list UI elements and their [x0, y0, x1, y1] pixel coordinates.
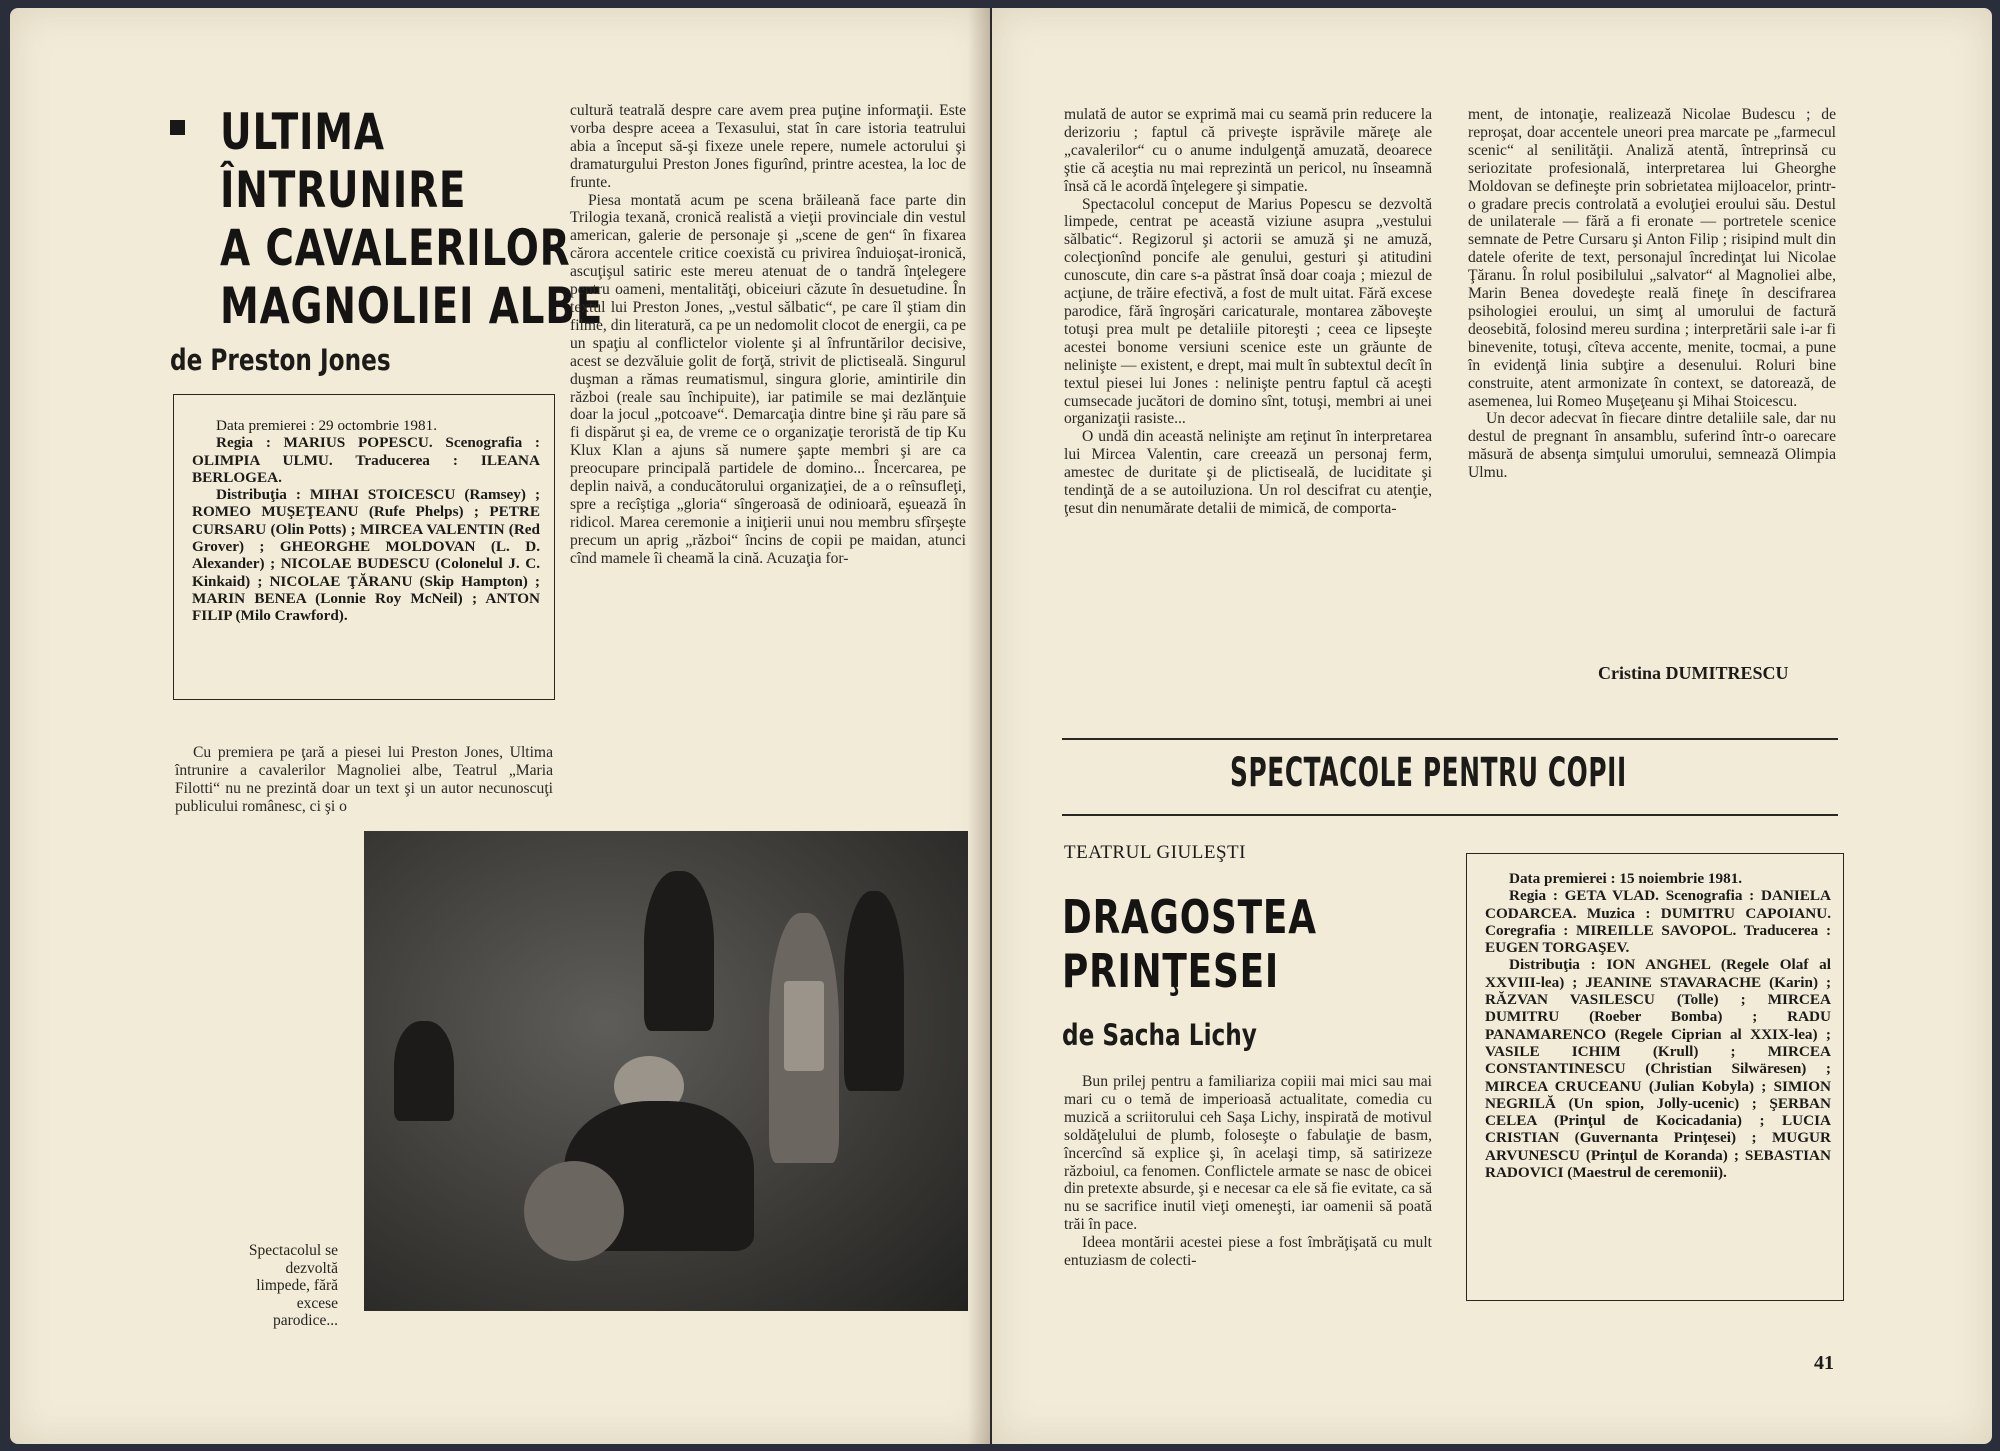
review-paragraph: ment, de intonaţie, realizează Nicolae Budescu ; de reproşat, doar accentele uneori prea marcate pe „farmecul scenic“ al senilităţii. Analiză atentă, întreprinsă cu seriozitate profesională, interpretarea lui Gheorghe Moldovan se defineşte prin sobrietatea mijloacelor, printr-o gradare precis controlată a evoluţiei eroului său. Destul de unilaterale — fără a fi eronate — portretele scenice semnate de Petre Cursaru şi Anton Filip ; risipind mult din datele oferite de text, personajul încredinţat lui Nicolae Ţăranu. În rolul posibilului „salvator“ al Magnoliei albe, Marin Benea dovedeşte reală fineţe în descifrarea psihologiei eroului, un simţ al umorului de factură deosebită, folosind mereu surdina ; interpretării sale i-ar fi binevenite, totuşi, cîteva accente, menite, tocmai, a pune în evidenţă linia subţire a desenului. Roluri bine construite, atent armonizate în context, se datorează, de asemenea, lui Romeo Muşeţeanu şi Mihai Stoicescu.: [1468, 106, 1836, 410]
photo-figure: [644, 871, 714, 1031]
credits-direction: Regia : GETA VLAD. Scenografia : DANIELA CODARCEA. Muzica : DUMITRU CAPOIANU. Coregrafia : MIREILLE SAVOPOL. Traducerea : EUGEN TORGAŞEV.: [1485, 887, 1831, 957]
premiere-date: Data premierei : 29 octombrie 1981.: [216, 417, 437, 434]
production-photo: [364, 831, 968, 1311]
article-paragraph: Cu premiera pe ţară a piesei lui Preston Jones, Ultima întrunire a cavalerilor Magnoliei albe, Teatrul „Maria Filotti“ nu ne prezintă doar un text şi un autor necunoscuţi publicului românesc, ci şi o: [175, 744, 553, 815]
play-review-column: [1064, 1073, 1432, 1270]
play-byline: de Sacha Lichy: [1062, 1018, 1257, 1052]
left-page: [10, 8, 990, 1444]
credits-direction: Regia : MARIUS POPESCU. Scenografia : OLIMPIA ULMU. Traducerea : ILEANA BERLOGEA.: [192, 434, 540, 486]
section-rule-top: [1062, 738, 1838, 740]
photo-figure: [844, 891, 904, 1091]
page-number: 41: [1814, 1352, 1834, 1374]
photo-figure: [784, 981, 824, 1071]
headline-line: ULTIMA: [220, 103, 385, 161]
review-signature: Cristina DUMITRESCU: [1598, 663, 1789, 683]
play-paragraph: Bun prilej pentru a familiariza copiii mai mici sau mai mari cu o temă de imperioasă actualitate, comedia cu muzică a scriitorului ceh Saşa Lichy, inspirată de motivul soldăţelului de plumb, foloseşte o fabulaţie de basm, încercînd să explice şi, în acelaşi timp, să satirizeze războiul, ca fenomen. Conflictele armate se nasc de obicei din pretexte absurde, şi e necesar ca ele să fie evitate, ca să nu se sacrifice inutil vieţi omeneşti, iar oamenii să poată trăi în pace.: [1064, 1073, 1432, 1234]
review-paragraph: Spectacolul conceput de Marius Popescu se dezvoltă limpede, centrat pe această viziune asupra „vestului sălbatic“. Regizorul şi actorii se amuză şi ne amuză, colecţionînd poncife ale genului, gesturi şi atitudini cunoscute, din care s-a păstrat însă doar coaja ; miezul de acţiune, de trăire efectivă, a fost de mult uitat. Fără excese parodice, fără îngroşări caricaturale, montarea zăboveşte totuşi prea mult pe detaliile pitoreşti ; ceea ce lipseşte acestei bonome versiuni scenice este un grăunte de nelinişte — existent, e drept, mai mult în subtextul decît în textul piesei lui Jones : nelinişte pentru faptul că aceşti cumsecade jucători de domino sînt, totuşi, membri ai unei organizaţii rasiste...: [1064, 195, 1432, 428]
photo-figure: [394, 1021, 454, 1121]
review-paragraph: O undă din această nelinişte am reţinut în interpretarea lui Mircea Valentin, care creează un personaj ferm, amestec de duritate şi de plictiseală, de luciditate şi tendinţă de a se autoiluziona. Un rol descifrat cu atenţie, ţesut din nenumărate detalii de mimică, de comporta-: [1064, 428, 1432, 517]
play-paragraph: Ideea montării acestei piese a fost îmbrăţişată cu mult entuziasm de colecti-: [1064, 1234, 1432, 1270]
credits-cast: Distribuţia : ION ANGHEL (Regele Olaf al XXVIII-lea) ; JEANINE STAVARACHE (Karin) ; RĂZVAN VASILESCU (Tolle) ; MIRCEA DUMITRU (Roeber Bomba) ; RADU PANAMARENCO (Regele Ciprian al XXIX-lea) ; VASILE ICHIM (Krull) ; MIRCEA CONSTANTINESCU (Christian Silwäresen) ; MIRCEA CRUCEANU (Julian Kobyla) ; SIMION NEGRILĂ (Un spion, Jolly-ucenic) ; ŞERBAN CELEA (Prinţul de Kocicadania) ; LUCIA CRISTIAN (Guvernanta Prinţesei) ; MUGUR ARVUNESCU (Prinţul de Koranda) ; SEBASTIAN RADOVICI (Maestrul de ceremonii).: [1485, 956, 1831, 1182]
article-byline: de Preston Jones: [170, 343, 391, 377]
section-title: SPECTACOLE PENTRU COPII: [1230, 750, 1627, 796]
article-column-1: [175, 744, 553, 816]
review-paragraph: mulată de autor se exprimă mai cu seamă prin reducere la derizoriu ; faptul că priveşte isprăvile măreţe ale „cavalerilor“ cu o anume indulgenţă amuzată, deoarece ştie că aceştia nu mai reprezintă un pericol, nu înseamnă însă că le acordă înţelegere şi simpatie.: [1064, 106, 1432, 195]
credits-box-2: [1466, 853, 1844, 1301]
headline-bullet-icon: [170, 120, 185, 135]
play-headline-line: DRAGOSTEA: [1062, 890, 1317, 944]
play-headline-line: PRINŢESEI: [1062, 944, 1280, 998]
right-page: [992, 8, 1992, 1444]
play-headline: [1062, 890, 1389, 998]
credits-box: [173, 394, 555, 700]
credits-cast: Distribuţia : MIHAI STOICESCU (Ramsey) ; ROMEO MUŞEŢEANU (Rufe Phelps) ; PETRE CURSARU (Olin Potts) ; MIRCEA VALENTIN (Red Grover) ; GHEORGHE MOLDOVAN (L. D. Alexander) ; NICOLAE BUDESCU (Colonelul J. C. Kinkaid) ; NICOLAE ŢĂRANU (Skip Hampton) ; MARIN BENEA (Lonnie Roy McNeil) ; ANTON FILIP (Milo Crawford).: [192, 486, 540, 625]
premiere-date: Data premierei : 15 noiembrie 1981.: [1509, 870, 1743, 887]
review-paragraph: Un decor adecvat în fiecare dintre detaliile sale, dar nu destul de pregnant în ansamblu, suferind într-o oarecare măsură de absenţa simţului umorului, semnează Olimpia Ulmu.: [1468, 410, 1836, 482]
article-paragraph: Piesa montată acum pe scena brăileană face parte din Trilogia texană, cronică realistă a vieţii provinciale din vestul american, galerie de personaje şi „scene de gen“ în fixarea cărora accentele critice coexistă cu privirea înduioşat-ironică, ascuţişul satiric este mereu atenuat de o tandră înţelegere pentru oameni, mentalităţi, obiceiuri căzute în desuetudine. În textul lui Preston Jones, „vestul sălbatic“, pe care îl ştiam din filme, din literatură, ca pe un nedomolit clocot de energii, ca pe un spaţiu al conflictelor violente şi al înfruntărilor decisive, acest se dezvăluie golit de forţă, strivit de plictiseală. Singurul duşman a rămas reumatismul, singura glorie, amintirile din război (reale sau închipuite), iar patimile se mai dezlănţuie doar la jocul „potcoave“. Demarcaţia dintre bine şi rău pare să fi dispărut şi ea, de vreme ce o organizaţie teroristă de tip Ku Klux Klan a ajuns să numere şapte membri şi are ca preocupare principală partidele de domino... Încercarea, pe deplin naivă, a conducătorului organizaţiei, de a o reînsufleţi, spre a recîştiga „gloria“ sîngeroasă de odinioară, eşuează în ridicol. Marea ceremonie a iniţierii unui nou membru sfîrşeşte precum un aprig „război“ încins de copii pe maidan, atunci cînd mamele îi cheamă la cină. Acuzaţia for-: [570, 191, 966, 567]
article-paragraph: cultură teatrală despre care avem prea puţine informaţii. Este vorba despre aceea a Texasului, stat în care istoria teatrului abia a început să-şi fixeze unele repere, numele actorului şi dramaturgului Preston Jones figurînd, printre acestea, la loc de frunte.: [570, 102, 966, 191]
section-rule-bottom: [1062, 814, 1838, 816]
theatre-name: TEATRUL GIULEŞTI: [1064, 842, 1246, 863]
headline-line: MAGNOLIEI ALBE: [220, 277, 604, 335]
review-column-1: [1064, 106, 1432, 518]
review-column-2: [1468, 106, 1836, 482]
headline-line: A CAVALERILOR: [220, 219, 571, 277]
article-column-2: [570, 102, 966, 568]
headline-line: ÎNTRUNIRE: [220, 161, 467, 219]
photo-caption: Spectacolul se dezvoltă limpede, fără excese parodice...: [248, 1242, 338, 1329]
photo-figure: [524, 1161, 624, 1261]
